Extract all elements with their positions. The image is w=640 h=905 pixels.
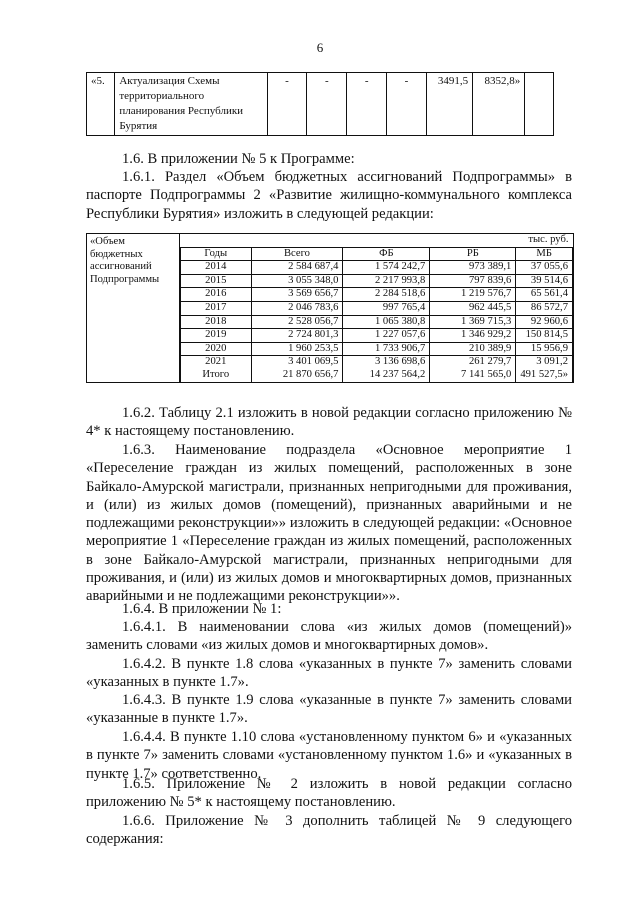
mb-cell: 15 956,9: [516, 342, 573, 356]
rb-cell: 1 369 715,3: [430, 315, 516, 329]
paragraph-1-6-1: 1.6.1. Раздел «Объем бюджетных ассигнований Подпрограммы» в паспорте Подпрограммы 2 «Развитие жилищно-коммунального комплекса Республики Бурятия» изложить в следующей редакции:: [86, 169, 572, 222]
budget-data-table: [180, 234, 573, 382]
mb-cell: 150 814,5: [516, 329, 573, 343]
rb-cell: 7 141 565,0: [430, 369, 516, 382]
table-row: [181, 301, 573, 315]
paragraph-1-6-3: 1.6.3. Наименование подраздела «Основное мероприятие 1 «Переселение граждан из жилых помещений, расположенных в зоне Байкало-Амурской магистрали, признанных непригодными для проживания, и (или) из жилых домов (помещений), признанных аварийными и не подлежащими реконструкции»» изложить в следующей редакции: «Основное мероприятие 1 «Переселение граждан из жилых помещений, расположенных в зоне Байкало-Амурской магистрали, признанных непригодными для проживания, и (или) из жилых домов и многоквартирных домов, признанных аварийными и не подлежащими реконструкции»».: [86, 442, 572, 605]
total-row: [181, 369, 573, 382]
budget-label-cell: [87, 234, 180, 383]
paragraph-1-6-4-4: 1.6.4.4. В пункте 1.10 слова «установленному пунктом 6» и «указанных в пункте 7» заменить словами «установленному пунктом 1.6» и «указанных в пункте 1.7» соответственно.: [86, 729, 572, 782]
fb-cell: 3 136 698,6: [343, 356, 430, 369]
fb-cell: 1 733 906,7: [343, 342, 430, 356]
year-cell: 2016: [181, 288, 252, 302]
activity-table: [86, 72, 554, 136]
paragraph-1-6-2: 1.6.2. Таблицу 2.1 изложить в новой редакции согласно приложению № 4* к настоящему постановлению.: [86, 405, 572, 440]
fb-cell: 1 227 057,6: [343, 329, 430, 343]
fb-cell: 1 574 242,7: [343, 261, 430, 275]
paragraph-1-6-4: 1.6.4. В приложении № 1:: [122, 601, 282, 617]
total-cell: 1 960 253,5: [251, 342, 343, 356]
year-cell: 2019: [181, 329, 252, 343]
header-total: Всего: [251, 247, 343, 261]
row-number: «5.: [87, 73, 115, 136]
table-row: [181, 261, 573, 275]
header-row: [181, 247, 573, 261]
paragraph-1-6-5: 1.6.5. Приложение № 2 изложить в новой редакции согласно приложению № 5* к настоящему постановлению.: [86, 776, 572, 811]
value-cell: 3491,5: [426, 73, 472, 136]
mb-cell: 491 527,5»: [516, 369, 573, 382]
year-cell: 2014: [181, 261, 252, 275]
total-cell: 3 569 656,7: [251, 288, 343, 302]
budget-data-cell: [180, 234, 574, 383]
mb-cell: 65 561,4: [516, 288, 573, 302]
year-cell: 2021: [181, 356, 252, 369]
total-cell: 3 055 348,0: [251, 274, 343, 288]
paragraph-1-6-6: 1.6.6. Приложение № 3 дополнить таблицей № 9 следующего содержания:: [86, 813, 572, 848]
paragraph-1-6-4-2: 1.6.4.2. В пункте 1.8 слова «указанных в пункте 7» заменить словами «указанных в пункте 1.7».: [86, 656, 572, 691]
header-mb: МБ: [516, 247, 573, 261]
budget-table: [86, 233, 574, 383]
paragraph-1-6: 1.6. В приложении № 5 к Программе:: [122, 151, 355, 167]
fb-cell: 2 284 518,6: [343, 288, 430, 302]
dash-cell: -: [307, 73, 347, 136]
table-row: [181, 274, 573, 288]
rb-cell: 973 389,1: [430, 261, 516, 275]
year-cell: 2015: [181, 274, 252, 288]
header-years: Годы: [181, 247, 252, 261]
budget-label: «Объем бюджетных ассигнований Подпрограммы: [90, 236, 160, 285]
page-number: 6: [316, 40, 324, 55]
year-cell: 2017: [181, 301, 252, 315]
fb-cell: 2 217 993,8: [343, 274, 430, 288]
dash-cell: -: [347, 73, 387, 136]
dash-cell: -: [387, 73, 427, 136]
rb-cell: 797 839,6: [430, 274, 516, 288]
fb-cell: 1 065 380,8: [343, 315, 430, 329]
value-cell: 8352,8»: [473, 73, 525, 136]
rb-cell: 261 279,7: [430, 356, 516, 369]
header-rb: РБ: [430, 247, 516, 261]
fb-cell: 997 765,4: [343, 301, 430, 315]
table-row: [181, 356, 573, 369]
rb-cell: 210 389,9: [430, 342, 516, 356]
year-cell: 2018: [181, 315, 252, 329]
dash-cell: -: [267, 73, 307, 136]
table-row: [87, 73, 554, 136]
table-row: [181, 315, 573, 329]
unit-label: тыс. руб.: [528, 234, 569, 245]
rb-cell: 1 219 576,7: [430, 288, 516, 302]
fb-cell: 14 237 564,2: [343, 369, 430, 382]
total-label: Итого: [181, 369, 252, 382]
mb-cell: 86 572,7: [516, 301, 573, 315]
total-cell: 21 870 656,7: [251, 369, 343, 382]
paragraph-1-6-4-1: 1.6.4.1. В наименовании слова «из жилых домов (помещений)» заменить словами «из жилых домов и многоквартирных домов».: [86, 619, 572, 654]
mb-cell: 3 091,2: [516, 356, 573, 369]
total-cell: 3 401 069,5: [251, 356, 343, 369]
paragraph-1-6-4-3: 1.6.4.3. В пункте 1.9 слова «указанные в пункте 7» заменить словами «указанные в пункте 1.7».: [86, 692, 572, 727]
header-fb: ФБ: [343, 247, 430, 261]
table-row: [181, 288, 573, 302]
table-row: [181, 329, 573, 343]
empty-cell: [525, 73, 554, 136]
mb-cell: 37 055,6: [516, 261, 573, 275]
total-cell: 2 046 783,6: [251, 301, 343, 315]
total-cell: 2 528 056,7: [251, 315, 343, 329]
mb-cell: 39 514,6: [516, 274, 573, 288]
rb-cell: 1 346 929,2: [430, 329, 516, 343]
total-cell: 2 724 801,3: [251, 329, 343, 343]
mb-cell: 92 960,6: [516, 315, 573, 329]
rb-cell: 962 445,5: [430, 301, 516, 315]
year-cell: 2020: [181, 342, 252, 356]
activity-title: Актуализация Схемы территориального планирования Республики Бурятия: [115, 73, 267, 136]
table-row: [181, 342, 573, 356]
total-cell: 2 584 687,4: [251, 261, 343, 275]
